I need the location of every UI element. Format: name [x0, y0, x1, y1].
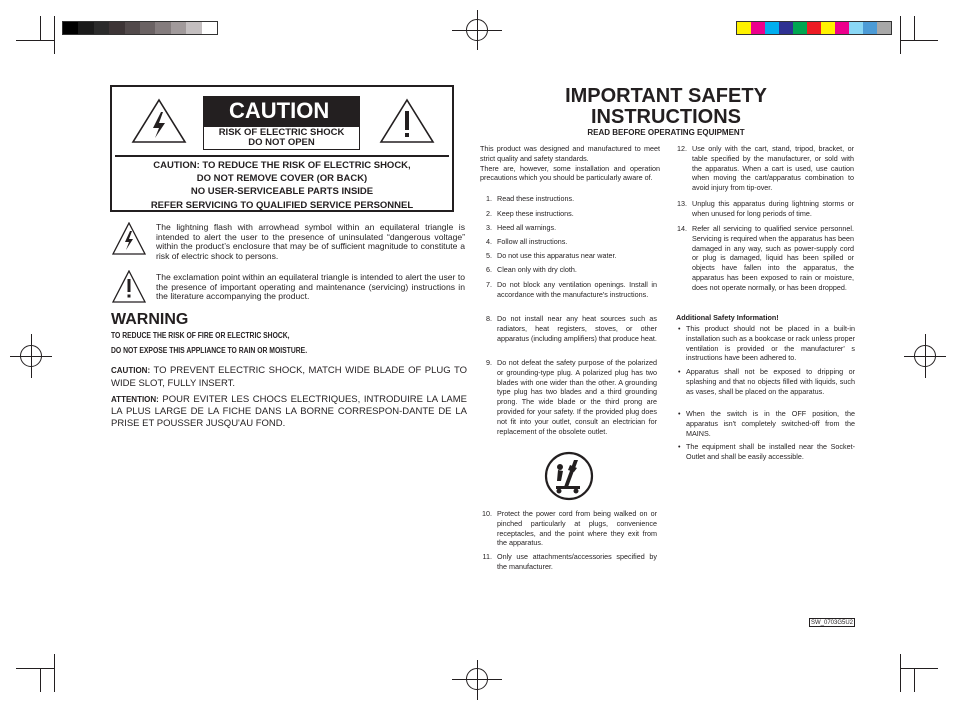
gray-swatch — [186, 22, 201, 34]
gray-swatch — [171, 22, 186, 34]
caution-line: CAUTION: TO REDUCE THE RISK OF ELECTRIC SHOCK, — [153, 160, 411, 171]
list-item-number: 1. — [486, 194, 492, 203]
gray-swatch — [78, 22, 93, 34]
list-item: Clean only with dry cloth. — [497, 265, 577, 274]
color-swatch — [835, 22, 849, 34]
additional-safety-title: Additional Safety Information! — [676, 313, 779, 322]
process-color-bar — [736, 21, 892, 35]
safety-subtitle: READ BEFORE OPERATING EQUIPMENT — [587, 128, 745, 137]
list-item: Do not block any ventilation openings. Install in accordance with the manufacture's instructions. — [497, 280, 657, 299]
list-item-number: 4. — [486, 237, 492, 246]
caution-line: REFER SERVICING TO QUALIFIED SERVICE PERSONNEL — [150, 199, 414, 211]
gray-swatch — [94, 22, 109, 34]
exclamation-triangle-icon — [112, 270, 146, 304]
color-swatch — [765, 22, 779, 34]
bullet-item: The equipment shall be installed near the Socket-Outlet and shall be easily accessible. — [686, 442, 855, 461]
color-swatch — [821, 22, 835, 34]
caution-box — [110, 85, 454, 212]
list-item-number: 6. — [486, 265, 492, 274]
color-swatch — [807, 22, 821, 34]
bullet-item: Apparatus shall not be exposed to dripping or splashing and that no objects filled with liquids, such as vases, shall be placed on the apparatus. — [686, 367, 855, 396]
title-line-2: INSTRUCTIONS — [591, 106, 741, 128]
document-code: SW_0703G5U2 — [810, 620, 854, 626]
gray-swatch — [125, 22, 140, 34]
list-item-number: 8. — [486, 314, 492, 323]
gray-swatch — [140, 22, 155, 34]
gray-swatch — [155, 22, 170, 34]
color-swatch — [751, 22, 765, 34]
list-item: Unplug this apparatus during lightning storms or when unused for long periods of time. — [692, 199, 854, 218]
list-item: Keep these instructions. — [497, 209, 574, 218]
caution-line: NO USER-SERVICEABLE PARTS INSIDE — [190, 186, 374, 198]
list-item-number: 7. — [486, 280, 492, 289]
list-item: Do not install near any heat sources such as radiators, heat registers, stoves, or other apparatus (including amplifiers) that produce heat. — [497, 314, 657, 343]
list-item: Do not defeat the safety purpose of the polarized or grounding-type plug. A polarized plug has two blades with one wider than the other. A grounding type plug has two blades and a third grounding prong. The wide blade or the third prong are provided for your safety. If the provided plug does not fit into your outlet, consult an electrician for replacement of the obsolete outlet. — [497, 358, 657, 436]
list-item-number: 9. — [486, 358, 492, 367]
gray-swatch — [63, 22, 78, 34]
list-item: Only use attachments/accessories specified by the manufacturer. — [497, 552, 657, 571]
list-item-number: 10. — [482, 509, 492, 518]
list-item-number: 3. — [486, 223, 492, 232]
plug-attention — [111, 394, 467, 430]
color-swatch — [849, 22, 863, 34]
warning-title: WARNING — [111, 311, 189, 328]
list-item: Read these instructions. — [497, 194, 575, 203]
color-swatch — [863, 22, 877, 34]
caution-text: TO PREVENT ELECTRIC SHOCK, MATCH WIDE BLADE OF PLUG TO WIDE SLOT, FULLY INSERT. — [111, 365, 467, 389]
list-item: Follow all instructions. — [497, 237, 568, 246]
cart-tip-over-icon — [544, 451, 594, 501]
bullet-glyph: • — [678, 324, 681, 333]
bullet-item: This product should not be placed in a built-in installation such as a bookcase or rack unless proper ventilation is provided or the manufacturer' s instructions have been adhered to. — [686, 324, 855, 363]
safety-intro — [480, 144, 660, 183]
plug-caution — [111, 365, 467, 390]
exclamation-triangle-icon — [379, 98, 435, 144]
risk-line-2: DO NOT OPEN — [248, 137, 315, 148]
caution-label: CAUTION: — [111, 366, 151, 375]
bullet-glyph: • — [678, 409, 681, 418]
intro-paragraph: This product was designed and manufactured to meet strict quality and safety standards. — [480, 144, 660, 163]
risk-line-1: RISK OF ELECTRIC SHOCK — [218, 127, 345, 138]
attention-text: POUR EVITER LES CHOCS ELECTRIQUES, INTRODUIRE LA LAME LA PLUS LARGE DE LA FICHE DANS LA BORNE CORRESPON-DANTE DE LA PRISE ET POUSSER JUSQU'AU FOND. — [111, 394, 467, 429]
list-item-number: 5. — [486, 251, 492, 260]
risk-of-shock-label — [203, 126, 360, 150]
caution-lines — [112, 159, 452, 212]
list-item-number: 2. — [486, 209, 492, 218]
caution-line: DO NOT REMOVE COVER (OR BACK) — [196, 173, 368, 185]
list-item: Protect the power cord from being walked on or pinched particularly at plugs, convenience receptacles, and the point where they exit from the apparatus. — [497, 509, 657, 548]
caution-header — [115, 90, 449, 157]
gray-swatch — [109, 22, 124, 34]
attention-label: ATTENTION: — [111, 395, 159, 404]
gray-swatch — [202, 22, 217, 34]
bullet-glyph: • — [678, 442, 681, 451]
lightning-triangle-icon — [112, 222, 146, 256]
warning-line-2: DO NOT EXPOSE THIS APPLIANCE TO RAIN OR MOISTURE. — [111, 346, 308, 355]
color-swatch — [877, 22, 891, 34]
list-item-number: 14. — [677, 224, 687, 233]
color-swatch — [779, 22, 793, 34]
gray-color-bar — [62, 21, 218, 35]
list-item: Do not use this apparatus near water. — [497, 251, 617, 260]
bullet-glyph: • — [678, 367, 681, 376]
color-swatch — [737, 22, 751, 34]
list-item: Refer all servicing to qualified service personnel. Servicing is required when the apparatus has been damaged in any way, such as power-supply cord or plug is damaged, liquid has been spilled or objects have fallen into the apparatus, the apparatus has been exposed to rain or moisture, does not operate normally, or has been dropped. — [692, 224, 854, 292]
safety-title — [536, 86, 796, 128]
exclamation-explanation: The exclamation point within an equilateral triangle is intended to alert the user to the presence of important operating and maintenance (servicing) instructions in the literature accompanying the product. — [156, 272, 465, 302]
intro-paragraph: There are, however, some installation and operation precautions which you should be particularly aware of. — [480, 163, 660, 183]
title-line-1: IMPORTANT SAFETY — [565, 85, 767, 107]
warning-line-1: TO REDUCE THE RISK OF FIRE OR ELECTRIC SHOCK, — [111, 331, 290, 340]
color-swatch — [793, 22, 807, 34]
lightning-triangle-icon — [131, 98, 187, 144]
caution-title: CAUTION — [203, 96, 360, 126]
list-item-number: 11. — [482, 552, 492, 561]
list-item-number: 12. — [677, 144, 687, 153]
list-item: Use only with the cart, stand, tripod, bracket, or table specified by the manufacturer, or sold with the apparatus. When a cart is used, use caution when moving the cart/apparatus combination to avoid injury from tip-over. — [692, 144, 854, 193]
bullet-item: When the switch is in the OFF position, the apparatus isn't completely switched-off from the MAINS. — [686, 409, 855, 438]
lightning-explanation: The lightning flash with arrowhead symbol within an equilateral triangle is intended to alert the user to the presence of uninsulated “dangerous voltage” within the product’s enclosure that may be of sufficient magnitude to constitute a risk of electric shock to persons. — [156, 222, 465, 261]
list-item-number: 13. — [677, 199, 687, 208]
list-item: Heed all warnings. — [497, 223, 557, 232]
